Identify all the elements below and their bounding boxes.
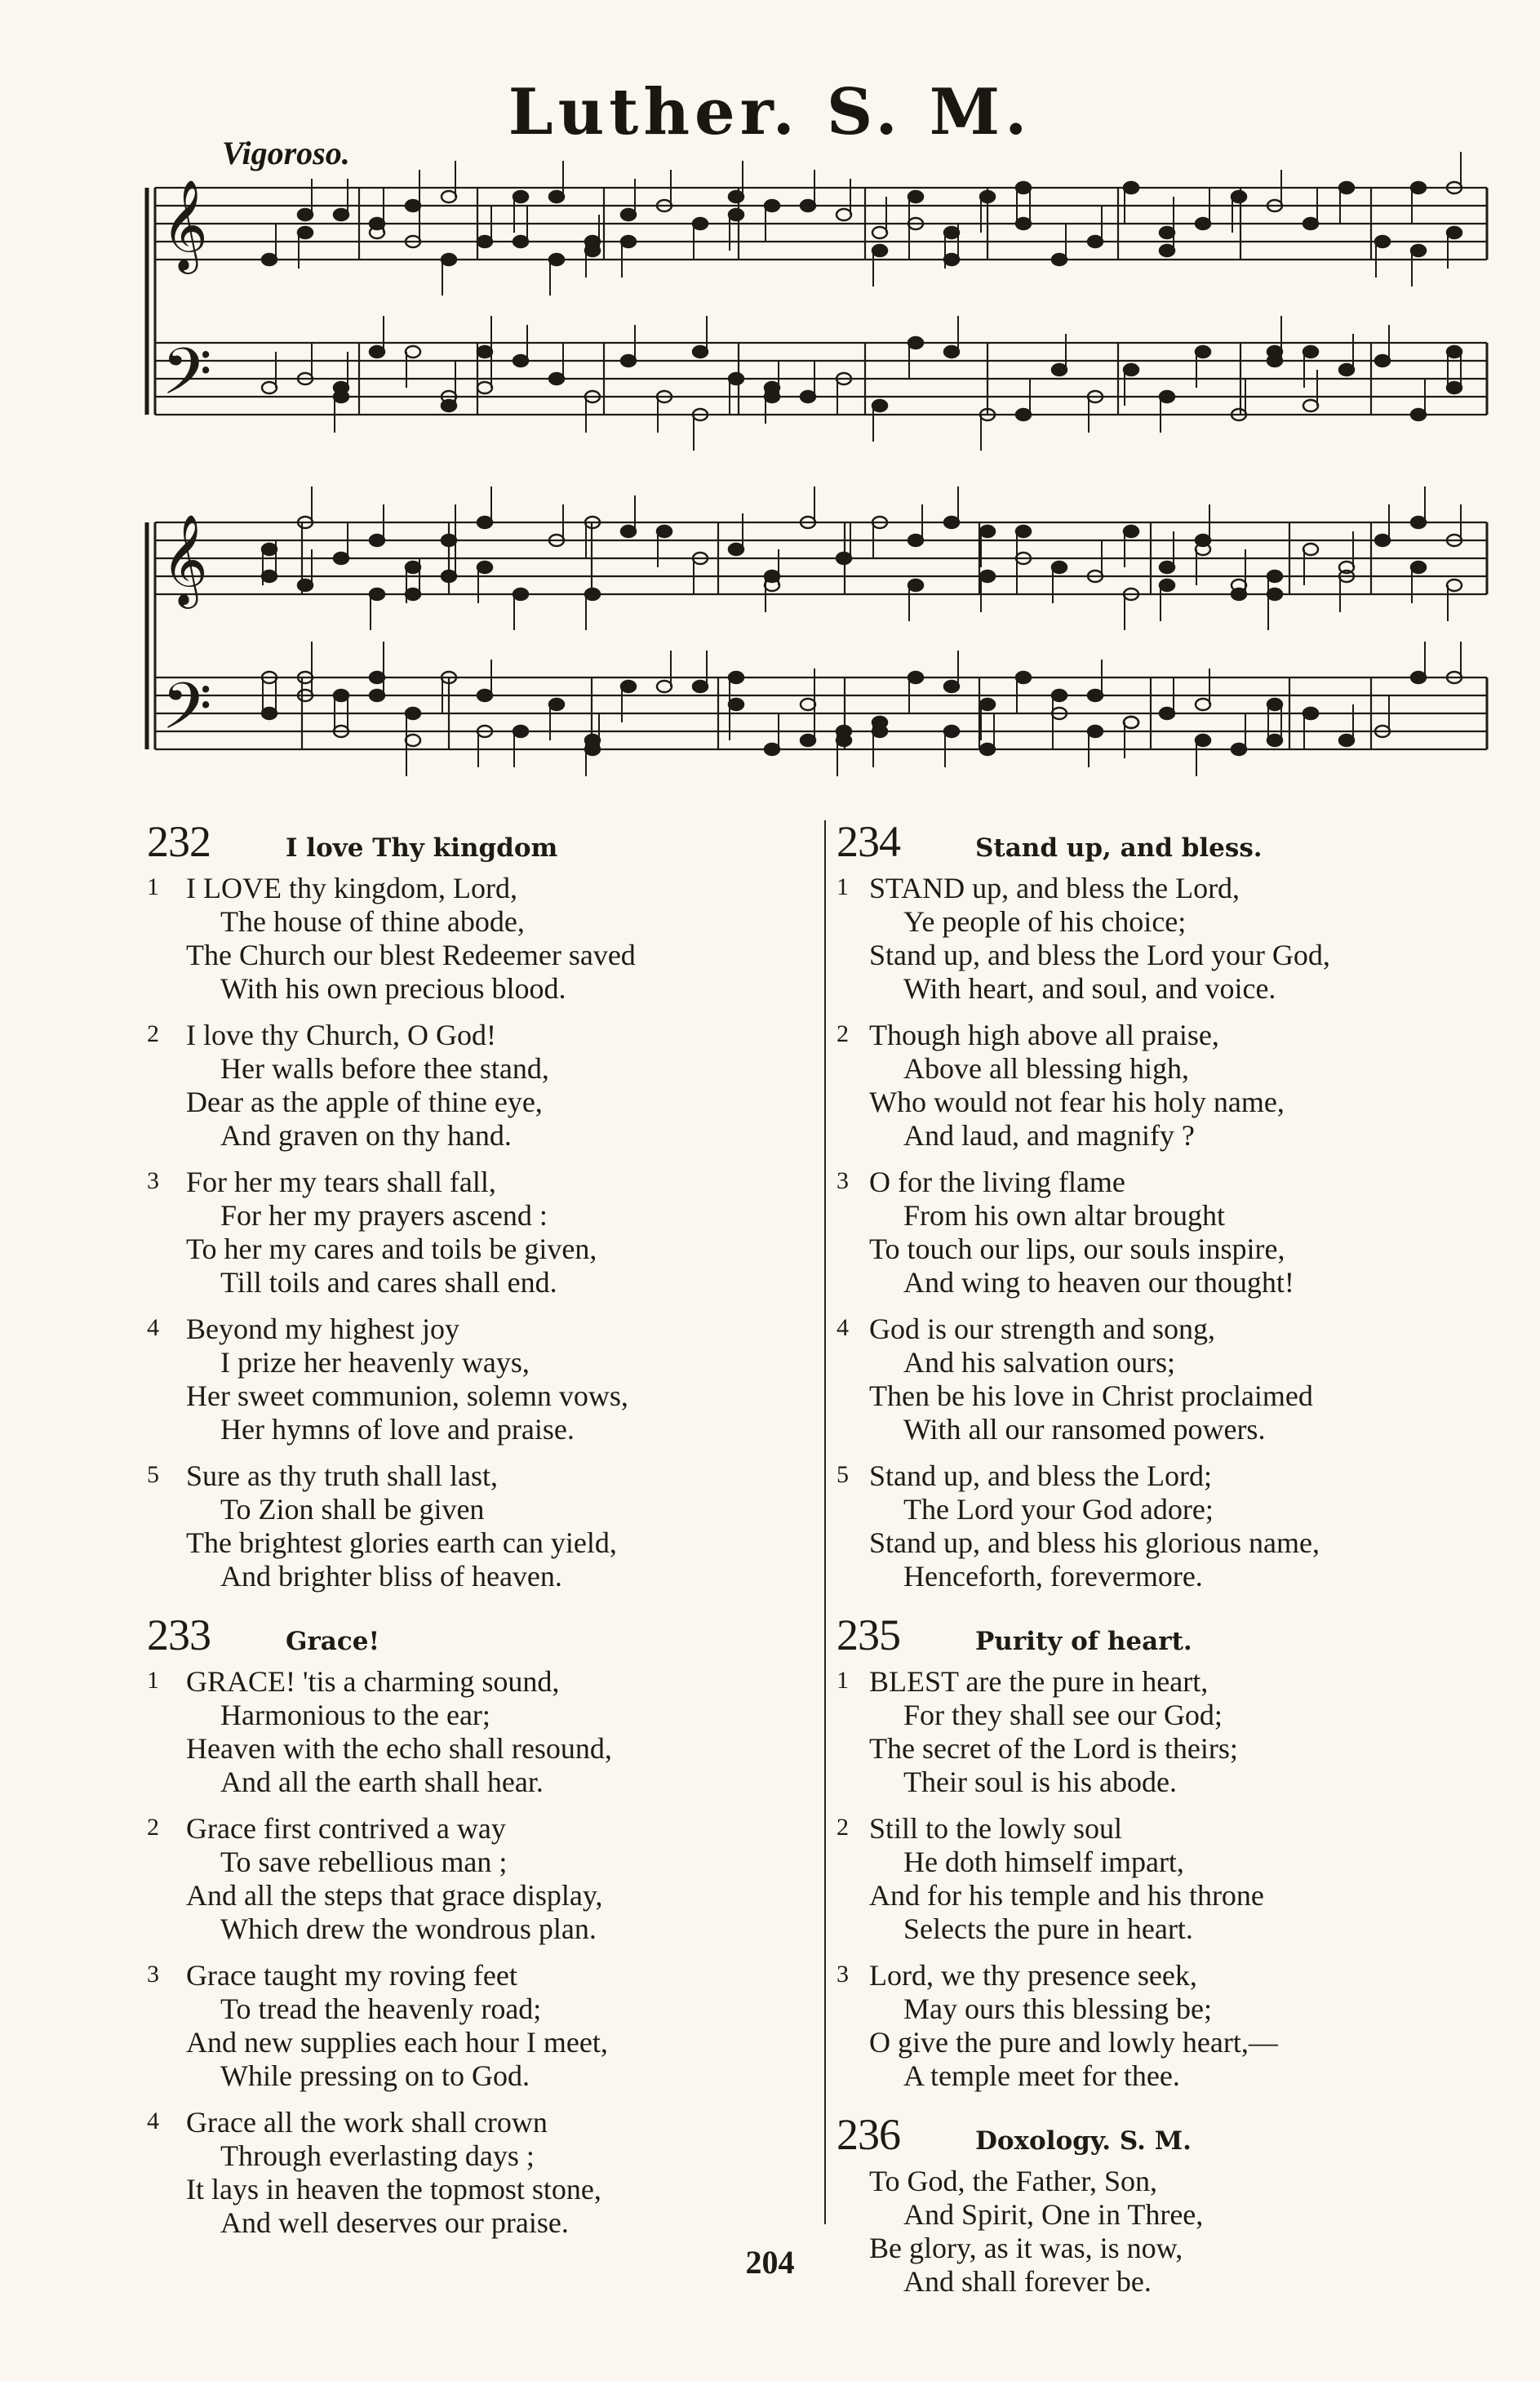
verse-line: Who would not fear his holy name, <box>869 1086 1285 1118</box>
hymn-title: Purity of heart. <box>975 1627 1192 1656</box>
stanza-number: 1 <box>147 873 159 900</box>
verse-line: The secret of the Lord is theirs; <box>869 1732 1238 1765</box>
verse-line: Grace taught my roving feet <box>186 1959 517 1992</box>
verse-line: And new supplies each hour I meet, <box>186 2026 608 2059</box>
verse-line: The Church our blest Redeemer saved <box>186 939 636 971</box>
verse-line: For her my prayers ascend : <box>220 1199 548 1232</box>
hymn-header <box>147 1610 816 1660</box>
stanza-number: 1 <box>837 1667 849 1694</box>
verse-line: Her walls before thee stand, <box>220 1052 549 1085</box>
column-divider <box>824 820 826 2224</box>
stanza <box>147 1166 816 1299</box>
stanza-number: 5 <box>147 1461 159 1488</box>
hymn-number: 236 <box>837 2110 900 2159</box>
stanza-number: 3 <box>837 1961 849 1988</box>
stanza <box>837 1019 1506 1153</box>
verse-line: Sure as thy truth shall last, <box>186 1459 498 1492</box>
verse-line: And graven on thy hand. <box>220 1119 512 1152</box>
stanza <box>147 1313 816 1446</box>
verse-line: BLEST are the pure in heart, <box>869 1665 1209 1698</box>
verse-line: Above all blessing high, <box>903 1052 1189 1085</box>
hymn-title: I love Thy kingdom <box>286 833 558 863</box>
verse-line: And shall forever be. <box>903 2265 1152 2298</box>
verse-line: From his own altar brought <box>903 1199 1225 1232</box>
stanza-number: 2 <box>837 1814 849 1841</box>
stanza <box>147 1812 816 1946</box>
verse-line: O for the living flame <box>869 1166 1125 1198</box>
hymn-number: 234 <box>837 817 900 866</box>
verse-line: For they shall see our God; <box>903 1699 1223 1731</box>
stanza-number: 3 <box>147 1167 159 1194</box>
verse-line: I prize her heavenly ways, <box>220 1346 530 1379</box>
verse-line: Her hymns of love and praise. <box>220 1413 575 1446</box>
hymn <box>837 816 1506 1593</box>
hymn-title: Grace! <box>286 1627 380 1656</box>
verse-line: God is our strength and song, <box>869 1313 1215 1345</box>
stanza <box>147 872 816 1006</box>
verse-line: To Zion shall be given <box>220 1493 485 1526</box>
verse-line: Though high above all praise, <box>869 1019 1219 1051</box>
verse-line: And laud, and magnify ? <box>903 1119 1195 1152</box>
verse-line: And for his temple and his throne <box>869 1879 1264 1912</box>
svg-text:𝄞: 𝄞 <box>162 179 208 270</box>
verse-line: Then be his love in Christ proclaimed <box>869 1379 1313 1412</box>
verse-line: Grace all the work shall crown <box>186 2106 548 2139</box>
hymn <box>147 1610 816 2240</box>
verse-line: Dear as the apple of thine eye, <box>186 1086 543 1118</box>
verse-line: The house of thine abode, <box>220 905 525 938</box>
svg-text:𝄞: 𝄞 <box>162 513 208 605</box>
verse-line: Beyond my highest joy <box>186 1313 459 1345</box>
verse-line: Stand up, and bless the Lord your God, <box>869 939 1330 971</box>
verse-line: The brightest glories earth can yield, <box>186 1526 617 1559</box>
svg-text:𝄢: 𝄢 <box>162 334 212 425</box>
verse-line: Heaven with the echo shall resound, <box>186 1732 612 1765</box>
verse-line: The Lord your God adore; <box>903 1493 1214 1526</box>
verse-line: Which drew the wondrous plan. <box>220 1912 597 1945</box>
verse-line: Still to the lowly soul <box>869 1812 1123 1845</box>
verse-line: Ye people of his choice; <box>903 905 1187 938</box>
verse-line: To God, the Father, Son, <box>869 2165 1158 2197</box>
verse-line: May ours this blessing be; <box>903 1992 1212 2025</box>
left-column <box>147 816 816 2256</box>
verse-line: Their soul is his abode. <box>903 1766 1177 1798</box>
hymn-number: 235 <box>837 1610 900 1659</box>
verse-line: GRACE! 'tis a charming sound, <box>186 1665 560 1698</box>
stanza-number: 2 <box>147 1814 159 1841</box>
verse-line: For her my tears shall fall, <box>186 1166 496 1198</box>
verse-line: Grace first contrived a way <box>186 1812 506 1845</box>
verse-line: And wing to heaven our thought! <box>903 1266 1294 1299</box>
hymn <box>147 816 816 1593</box>
verse-line: To save rebellious man ; <box>220 1846 508 1878</box>
hymn-title: Stand up, and bless. <box>975 833 1263 863</box>
verse-line: Be glory, as it was, is now, <box>869 2232 1183 2264</box>
right-column <box>837 816 1506 2315</box>
stanza-number: 1 <box>147 1667 159 1694</box>
verse-line: I love thy Church, O God! <box>186 1019 496 1051</box>
verse-line: And Spirit, One in Three, <box>903 2198 1204 2231</box>
verse-line: With all our ransomed powers. <box>903 1413 1266 1446</box>
stanza <box>837 1166 1506 1299</box>
stanza-number: 4 <box>147 1314 159 1341</box>
page-number: 204 <box>745 2244 795 2281</box>
stanza <box>837 1665 1506 1799</box>
hymn-header <box>837 2109 1506 2160</box>
stanza-number: 3 <box>147 1961 159 1988</box>
verse-line: While pressing on to God. <box>220 2059 530 2092</box>
verse-line: And well deserves our praise. <box>220 2206 569 2239</box>
stanza-number: 2 <box>147 1020 159 1047</box>
hymn-number: 233 <box>147 1610 211 1659</box>
verse-line: It lays in heaven the topmost stone, <box>186 2173 601 2206</box>
verse-line: STAND up, and bless the Lord, <box>869 872 1240 904</box>
verse-line: Her sweet communion, solemn vows, <box>186 1379 628 1412</box>
verse-line: Stand up, and bless his glorious name, <box>869 1526 1320 1559</box>
verse-line: Lord, we thy presence seek, <box>869 1959 1197 1992</box>
verse-line: I LOVE thy kingdom, Lord, <box>186 872 517 904</box>
stanza-number: 2 <box>837 1020 849 1047</box>
stanza <box>837 1959 1506 2093</box>
verse-line: A temple meet for thee. <box>903 2059 1180 2092</box>
verse-line: And brighter bliss of heaven. <box>220 1560 562 1593</box>
verse-line: Stand up, and bless the Lord; <box>869 1459 1212 1492</box>
svg-text:𝄢: 𝄢 <box>162 669 212 760</box>
verse-line: He doth himself impart, <box>903 1846 1184 1878</box>
verse-line: And all the steps that grace display, <box>186 1879 603 1912</box>
verse-line: To touch our lips, our souls inspire, <box>869 1233 1285 1265</box>
hymn-number: 232 <box>147 817 211 866</box>
stanza <box>147 1665 816 1799</box>
verse-line: With heart, and soul, and voice. <box>903 972 1276 1005</box>
hymn-title: Doxology. S. M. <box>975 2126 1192 2156</box>
hymn-header <box>837 1610 1506 1660</box>
stanza-number: 4 <box>837 1314 849 1341</box>
stanza-number: 1 <box>837 873 849 900</box>
hymn <box>837 1610 1506 2093</box>
music-score <box>0 0 1540 808</box>
stanza <box>147 1459 816 1593</box>
stanza-number: 3 <box>837 1167 849 1194</box>
stanza <box>147 1959 816 2093</box>
hymn-header <box>837 816 1506 867</box>
verse-line: Through everlasting days ; <box>220 2139 535 2172</box>
verse-line: Till toils and cares shall end. <box>220 1266 557 1299</box>
verse-line: O give the pure and lowly heart,— <box>869 2026 1278 2059</box>
stanza <box>147 2106 816 2240</box>
stanza <box>837 872 1506 1006</box>
verse-line: And all the earth shall hear. <box>220 1766 544 1798</box>
tempo-marking: Vigoroso. <box>222 135 350 171</box>
verse-line: Henceforth, forevermore. <box>903 1560 1203 1593</box>
verse-line: Selects the pure in heart. <box>903 1912 1193 1945</box>
verse-line: And his salvation ours; <box>903 1346 1175 1379</box>
verse-line: With his own precious blood. <box>220 972 566 1005</box>
tune-title: Luther. S. M. <box>508 75 1032 149</box>
verse-line: Harmonious to the ear; <box>220 1699 490 1731</box>
verse-line: To her my cares and toils be given, <box>186 1233 597 1265</box>
stanza <box>837 1812 1506 1946</box>
stanza-number: 5 <box>837 1461 849 1488</box>
stanza-number: 4 <box>147 2108 159 2134</box>
stanza <box>837 1459 1506 1593</box>
stanza <box>147 1019 816 1153</box>
hymn-header <box>147 816 816 867</box>
stanza <box>837 1313 1506 1446</box>
verse-line: To tread the heavenly road; <box>220 1992 542 2025</box>
